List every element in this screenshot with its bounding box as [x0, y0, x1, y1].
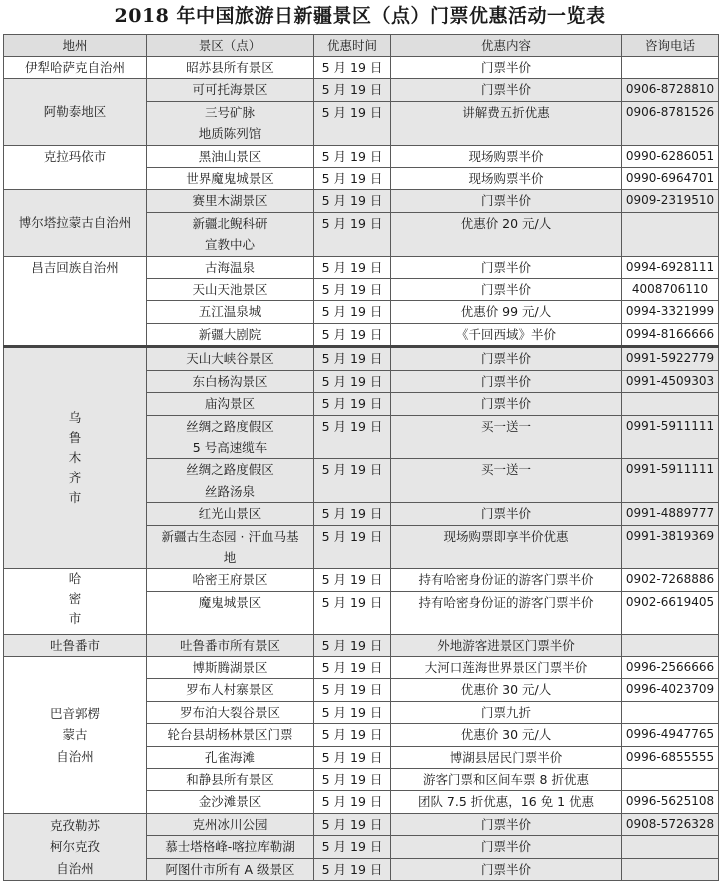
table-row	[4, 569, 719, 591]
offer-cell: 讲解费五折优惠	[391, 101, 622, 145]
spot-cell: 新疆大剧院	[147, 323, 314, 346]
spot-cell: 丝绸之路度假区 丝路汤泉	[147, 459, 314, 503]
spot-cell: 博斯腾湖景区	[147, 656, 314, 678]
date-cell: 5 月 19 日	[314, 101, 391, 145]
phone-cell: 0991-3819369	[622, 525, 719, 569]
table-row	[4, 145, 719, 167]
phone-cell	[622, 701, 719, 723]
date-cell: 5 月 19 日	[314, 634, 391, 656]
date-cell: 5 月 19 日	[314, 323, 391, 346]
region-cell: 昌吉回族自治州	[4, 256, 147, 347]
offer-cell: 博湖县居民门票半价	[391, 746, 622, 768]
date-cell: 5 月 19 日	[314, 79, 391, 101]
table-row	[4, 256, 719, 278]
offer-cell: 门票半价	[391, 858, 622, 880]
phone-cell: 0990-6286051	[622, 145, 719, 167]
date-cell: 5 月 19 日	[314, 836, 391, 858]
spot-cell: 吐鲁番市所有景区	[147, 634, 314, 656]
phone-cell	[622, 836, 719, 858]
phone-cell: 0994-6928111	[622, 256, 719, 278]
offer-cell: 门票半价	[391, 370, 622, 392]
phone-cell: 0994-3321999	[622, 301, 719, 323]
offer-cell: 持有哈密身份证的游客门票半价	[391, 591, 622, 634]
table-header-row	[4, 35, 719, 57]
region-cell: 克拉玛依市	[4, 145, 147, 190]
offer-cell: 门票半价	[391, 256, 622, 278]
spot-cell: 魔鬼城景区	[147, 591, 314, 634]
region-cell: 巴音郭楞 蒙古 自治州	[4, 656, 147, 813]
date-cell: 5 月 19 日	[314, 746, 391, 768]
date-cell: 5 月 19 日	[314, 503, 391, 525]
spot-cell: 世界魔鬼城景区	[147, 168, 314, 190]
date-cell: 5 月 19 日	[314, 459, 391, 503]
region-cell: 博尔塔拉蒙古自治州	[4, 190, 147, 256]
spot-cell: 哈密王府景区	[147, 569, 314, 591]
date-cell: 5 月 19 日	[314, 679, 391, 701]
spot-cell: 古海温泉	[147, 256, 314, 278]
offer-cell: 游客门票和区间车票 8 折优惠	[391, 768, 622, 790]
phone-cell: 0991-5911111	[622, 415, 719, 459]
phone-cell: 0909-2319510	[622, 190, 719, 212]
date-cell: 5 月 19 日	[314, 393, 391, 415]
offer-cell: 大河口莲海世界景区门票半价	[391, 656, 622, 678]
phone-cell: 0996-4947765	[622, 724, 719, 746]
table-row	[4, 347, 719, 370]
date-cell: 5 月 19 日	[314, 57, 391, 79]
table-row	[4, 79, 719, 101]
table-row	[4, 656, 719, 678]
phone-cell	[622, 212, 719, 256]
spot-cell: 庙沟景区	[147, 393, 314, 415]
offer-cell: 《千回西域》半价	[391, 323, 622, 346]
phone-cell	[622, 57, 719, 79]
offer-cell: 门票九折	[391, 701, 622, 723]
date-cell: 5 月 19 日	[314, 791, 391, 813]
offer-cell: 现场购票半价	[391, 168, 622, 190]
spot-cell: 阿图什市所有 A 级景区	[147, 858, 314, 880]
date-cell: 5 月 19 日	[314, 190, 391, 212]
date-cell: 5 月 19 日	[314, 212, 391, 256]
table-row	[4, 813, 719, 835]
offer-cell: 门票半价	[391, 79, 622, 101]
phone-cell: 0991-4889777	[622, 503, 719, 525]
offer-cell: 门票半价	[391, 503, 622, 525]
spot-cell: 东白杨沟景区	[147, 370, 314, 392]
discount-table	[3, 34, 719, 881]
date-cell: 5 月 19 日	[314, 569, 391, 591]
header-spot: 景区（点）	[147, 35, 314, 57]
date-cell: 5 月 19 日	[314, 768, 391, 790]
phone-cell: 0908-5726328	[622, 813, 719, 835]
spot-cell: 罗布泊大裂谷景区	[147, 701, 314, 723]
spot-cell: 慕士塔格峰-喀拉库勒湖	[147, 836, 314, 858]
phone-cell	[622, 858, 719, 880]
offer-cell: 门票半价	[391, 813, 622, 835]
region-cell: 阿勒泰地区	[4, 79, 147, 145]
phone-cell: 0991-5911111	[622, 459, 719, 503]
date-cell: 5 月 19 日	[314, 858, 391, 880]
date-cell: 5 月 19 日	[314, 813, 391, 835]
offer-cell: 门票半价	[391, 836, 622, 858]
spot-cell: 轮台县胡杨林景区门票	[147, 724, 314, 746]
spot-cell: 新疆北鲵科研 宣教中心	[147, 212, 314, 256]
offer-cell: 优惠价 30 元/人	[391, 679, 622, 701]
offer-cell: 持有哈密身份证的游客门票半价	[391, 569, 622, 591]
offer-cell: 团队 7.5 折优惠，16 免 1 优惠	[391, 791, 622, 813]
date-cell: 5 月 19 日	[314, 301, 391, 323]
offer-cell: 现场购票即享半价优惠	[391, 525, 622, 569]
spot-cell: 天山大峡谷景区	[147, 347, 314, 370]
table-body	[4, 57, 719, 881]
offer-cell: 门票半价	[391, 347, 622, 370]
spot-cell: 可可托海景区	[147, 79, 314, 101]
phone-cell: 0996-4023709	[622, 679, 719, 701]
header-region: 地州	[4, 35, 147, 57]
offer-cell: 优惠价 99 元/人	[391, 301, 622, 323]
phone-cell: 0996-5625108	[622, 791, 719, 813]
region-cell: 克孜勒苏 柯尔克孜 自治州	[4, 813, 147, 880]
spot-cell: 红光山景区	[147, 503, 314, 525]
phone-cell: 0906-8728810	[622, 79, 719, 101]
date-cell: 5 月 19 日	[314, 145, 391, 167]
spot-cell: 黑油山景区	[147, 145, 314, 167]
date-cell: 5 月 19 日	[314, 724, 391, 746]
date-cell: 5 月 19 日	[314, 347, 391, 370]
phone-cell: 0902-7268886	[622, 569, 719, 591]
date-cell: 5 月 19 日	[314, 256, 391, 278]
region-cell: 伊犁哈萨克自治州	[4, 57, 147, 79]
date-cell: 5 月 19 日	[314, 701, 391, 723]
phone-cell: 0994-8166666	[622, 323, 719, 346]
table-row	[4, 190, 719, 212]
date-cell: 5 月 19 日	[314, 279, 391, 301]
spot-cell: 昭苏县所有景区	[147, 57, 314, 79]
spot-cell: 新疆古生态园 · 汗血马基 地	[147, 525, 314, 569]
phone-cell: 0902-6619405	[622, 591, 719, 634]
offer-cell: 优惠价 30 元/人	[391, 724, 622, 746]
header-phone: 咨询电话	[622, 35, 719, 57]
phone-cell	[622, 634, 719, 656]
offer-cell: 门票半价	[391, 393, 622, 415]
date-cell: 5 月 19 日	[314, 415, 391, 459]
phone-cell: 0990-6964701	[622, 168, 719, 190]
spot-cell: 三号矿脉 地质陈列馆	[147, 101, 314, 145]
page-title: 2018 年中国旅游日新疆景区（点）门票优惠活动一览表	[114, 5, 606, 27]
offer-cell: 门票半价	[391, 279, 622, 301]
spot-cell: 孔雀海滩	[147, 746, 314, 768]
region-cell: 乌 鲁 木 齐 市	[4, 347, 147, 569]
offer-cell: 优惠价 20 元/人	[391, 212, 622, 256]
spot-cell: 赛里木湖景区	[147, 190, 314, 212]
region-cell: 哈 密 市	[4, 569, 147, 634]
phone-cell	[622, 393, 719, 415]
date-cell: 5 月 19 日	[314, 370, 391, 392]
table-row	[4, 57, 719, 79]
spot-cell: 天山天池景区	[147, 279, 314, 301]
spot-cell: 克州冰川公园	[147, 813, 314, 835]
date-cell: 5 月 19 日	[314, 525, 391, 569]
offer-cell: 买一送一	[391, 415, 622, 459]
header-date: 优惠时间	[314, 35, 391, 57]
offer-cell: 门票半价	[391, 190, 622, 212]
table-row	[4, 634, 719, 656]
date-cell: 5 月 19 日	[314, 656, 391, 678]
date-cell: 5 月 19 日	[314, 591, 391, 634]
date-cell: 5 月 19 日	[314, 168, 391, 190]
phone-cell: 0991-4509303	[622, 370, 719, 392]
region-cell: 吐鲁番市	[4, 634, 147, 656]
header-offer: 优惠内容	[391, 35, 622, 57]
offer-cell: 买一送一	[391, 459, 622, 503]
spot-cell: 五江温泉城	[147, 301, 314, 323]
phone-cell: 4008706110	[622, 279, 719, 301]
phone-cell	[622, 768, 719, 790]
spot-cell: 罗布人村寨景区	[147, 679, 314, 701]
offer-cell: 门票半价	[391, 57, 622, 79]
phone-cell: 0991-5922779	[622, 347, 719, 370]
spot-cell: 金沙滩景区	[147, 791, 314, 813]
offer-cell: 外地游客进景区门票半价	[391, 634, 622, 656]
phone-cell: 0996-6855555	[622, 746, 719, 768]
phone-cell: 0996-2566666	[622, 656, 719, 678]
spot-cell: 丝绸之路度假区 5 号高速缆车	[147, 415, 314, 459]
offer-cell: 现场购票半价	[391, 145, 622, 167]
phone-cell: 0906-8781526	[622, 101, 719, 145]
spot-cell: 和静县所有景区	[147, 768, 314, 790]
